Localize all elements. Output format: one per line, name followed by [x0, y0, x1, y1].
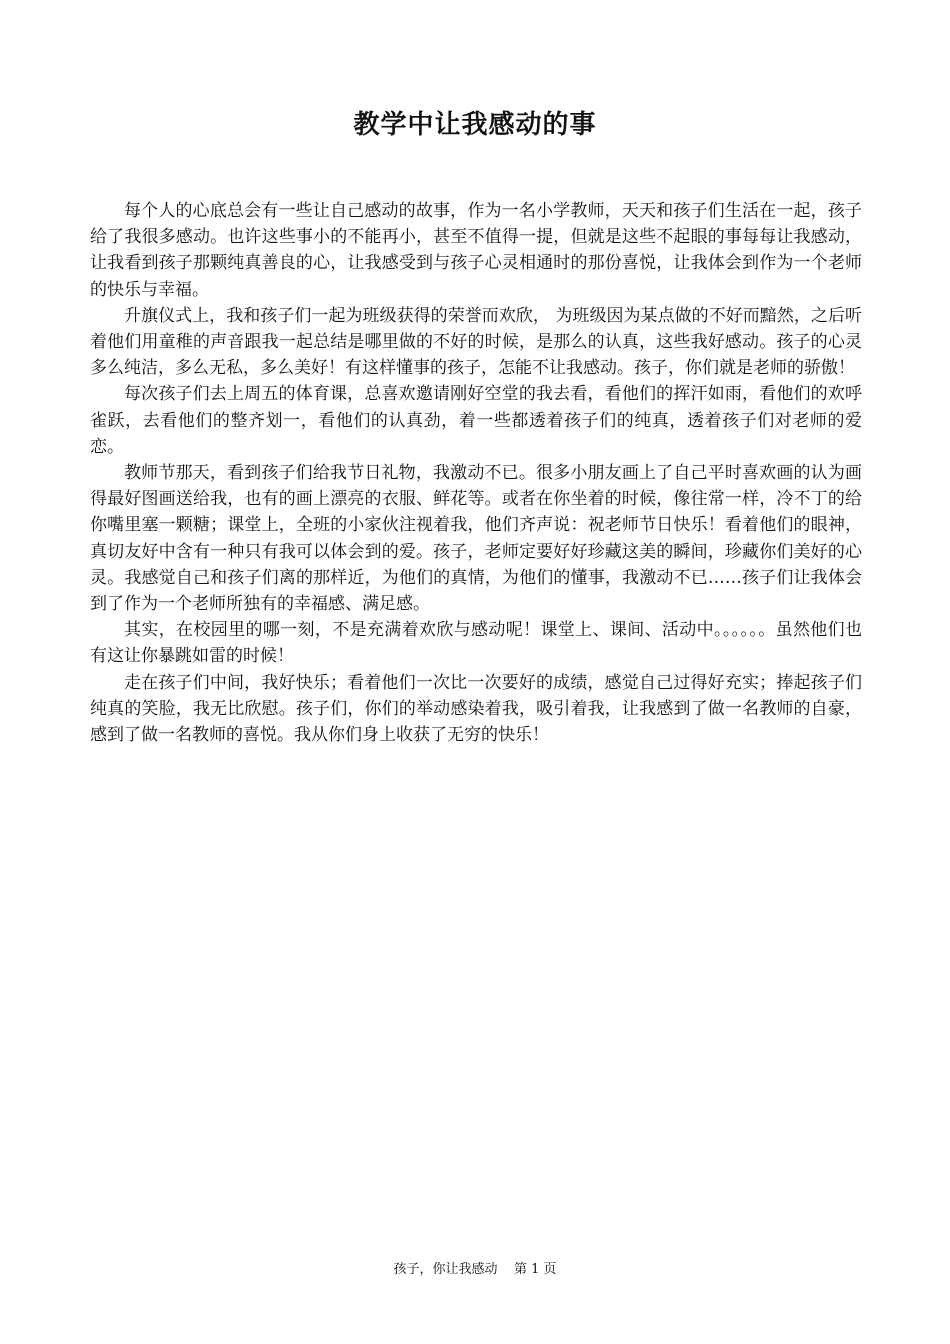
document-title: 教学中让我感动的事	[353, 110, 597, 140]
paragraph-4: 教师节那天，看到孩子们给我节日礼物，我激动不已。很多小朋友画上了自己平时喜欢画的认为画得最好图画送给我，也有的画上漂亮的衣服、鲜花等。或者在你坐着的时候，像往常一样，冷不丁的给你嘴里塞一颗糖；课堂上，全班的小家伙注视着我，他们齐声说：祝老师节日快乐！看着他们的眼神，真切友好中含有一种只有我可以体会到的爱。孩子，老师定要好好珍藏这美的瞬间，珍藏你们美好的心灵。我感觉自己和孩子们离的那样近，为他们的真情，为他们的懂事，我激动不已……孩子们让我体会到了作为一个老师所独有的幸福感、满足感。	[90, 463, 862, 615]
paragraph-2: 升旗仪式上，我和孩子们一起为班级获得的荣誉而欢欣， 为班级因为某点做的不好而黯然，之后听着他们用童稚的声音跟我一起总结是哪里做的不好的时候，是那么的认真，这些我好感动。孩子的心灵多么纯洁，多么无私，多么美好！有这样懂事的孩子，怎能不让我感动。孩子，你们就是老师的骄傲！	[90, 305, 862, 379]
document-body	[90, 198, 862, 748]
page-footer: 孩子，你让我感动 第 1 页	[393, 1262, 557, 1277]
paragraph-5: 其实，在校园里的哪一刻，不是充满着欢欣与感动呢！课堂上、课间、活动中。。。。。。虽然他们也有这让你暴跳如雷的时候！	[90, 620, 862, 667]
paragraph-3: 每次孩子们去上周五的体育课，总喜欢邀请刚好空堂的我去看，看他们的挥汗如雨，看他们的欢呼雀跃，去看他们的整齐划一，看他们的认真劲，着一些都透着孩子们的纯真，透着孩子们对老师的爱恋。	[90, 384, 862, 457]
paragraph-1: 每个人的心底总会有一些让自己感动的故事，作为一名小学教师，天天和孩子们生活在一起，孩子给了我很多感动。也许这些事小的不能再小，甚至不值得一提，但就是这些不起眼的事每每让我感动，让我看到孩子那颗纯真善良的心，让我感受到与孩子心灵相通时的那份喜悦，让我体会到作为一个老师的快乐与幸福。	[90, 201, 862, 300]
paragraph-6: 走在孩子们中间，我好快乐；看着他们一次比一次要好的成绩，感觉自己过得好充实；捧起孩子们纯真的笑脸，我无比欣慰。孩子们，你们的举动感染着我，吸引着我，让我感到了做一名教师的自豪，感到了做一名教师的喜悦。我从你们身上收获了无穷的快乐！	[90, 672, 862, 746]
